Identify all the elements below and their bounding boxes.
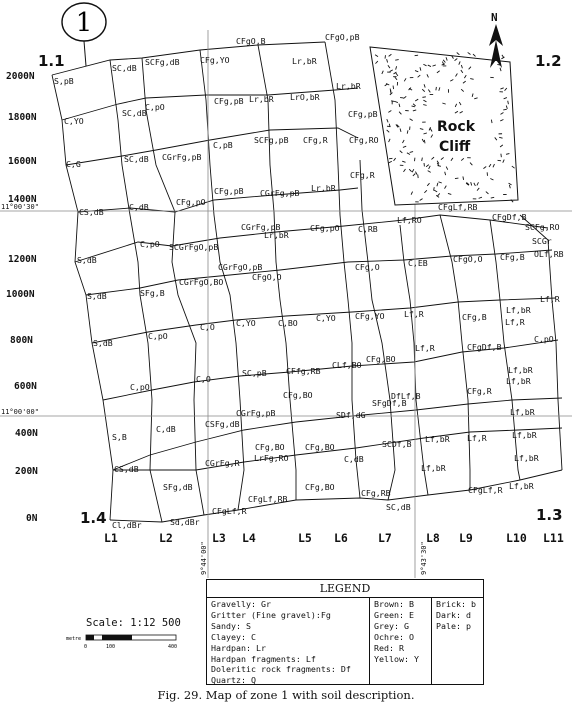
grid-line <box>113 428 562 470</box>
line-label: L10 <box>506 531 527 545</box>
soil-cell-label: Sd,dBr <box>170 517 200 527</box>
soil-cell-label: S,dB <box>77 255 97 265</box>
scale-label: Scale: 1:12 500 <box>86 617 181 629</box>
soil-cell-label: C,pO <box>145 102 165 112</box>
northing-label: 1800N <box>8 112 37 123</box>
soil-cell-label: CFg,RB <box>361 488 391 498</box>
longitude-label-2: 9°43'30" <box>420 541 428 575</box>
soil-cell-label: Lf,bR <box>509 481 534 491</box>
soil-cell-label: C,O <box>196 374 211 384</box>
legend-shades <box>436 599 476 632</box>
corner-label-1-1: 1.1 <box>38 52 65 70</box>
soil-cell-label: CFg,R <box>350 170 375 180</box>
soil-cell-label: Lf,R <box>415 343 435 353</box>
soil-cell-label: SFg,dB <box>163 482 193 492</box>
soil-cell-label: Lf,R <box>540 294 560 304</box>
legend-textures <box>211 599 351 686</box>
soil-cell-label: CFg,B <box>500 252 525 262</box>
soil-cell-label: SCDf,B <box>382 439 412 449</box>
soil-cell-label: Lf,R <box>467 433 487 443</box>
legend-texture-item: Quartz: Q <box>211 675 256 686</box>
northing-label: 600N <box>14 381 37 392</box>
soil-cell-label: CFg,R <box>303 135 328 145</box>
soil-cell-label: Lr,bR <box>311 183 336 193</box>
soil-cell-label: C,pO <box>140 239 160 249</box>
soil-cell-label: CFg,R <box>467 386 492 396</box>
line-label: L2 <box>159 531 173 545</box>
soil-cell-label: Cl,dBr <box>112 520 142 530</box>
line-label: L3 <box>212 531 226 545</box>
soil-cell-label: CS,dB <box>79 207 104 217</box>
legend-texture-item: Gravelly: Gr <box>211 599 271 609</box>
soil-cell-label: CFgLf,R <box>468 485 503 495</box>
soil-cell-label: SC,dB <box>386 502 411 512</box>
soil-cell-label: C,pO <box>534 334 554 344</box>
soil-cell-label: Lf,bR <box>512 430 537 440</box>
soil-cell-label: CGrFgO,pB <box>218 262 263 272</box>
rock-cliff-label-1: Rock <box>437 119 476 135</box>
soil-cell-label: C,pO <box>130 382 150 392</box>
northing-label: 400N <box>15 428 38 439</box>
scale-bar-graphic <box>66 631 176 653</box>
zone-number-badge <box>62 3 106 66</box>
rock-cliff-area <box>370 47 518 205</box>
line-label: L9 <box>459 531 473 545</box>
soil-cell-label: Lf,bR <box>508 365 533 375</box>
northing-axis <box>6 71 38 524</box>
soil-cell-label: CGrFgO,BO <box>179 277 224 287</box>
svg-text:0: 0 <box>84 644 88 650</box>
soil-cell-label: SC,dB <box>124 154 149 164</box>
soil-cell-label: SC,dB <box>112 63 137 73</box>
soil-cell-label: CFg,BO <box>366 354 396 364</box>
soil-cell-label: CS,dB <box>114 464 139 474</box>
northing-label: 1000N <box>6 289 35 300</box>
soil-cell-label: CGrFg,pB <box>260 188 300 198</box>
soil-cell-label: C,pB <box>213 140 233 150</box>
soil-cell-label: S,dB <box>87 291 107 301</box>
northing-label: 2000N <box>6 71 35 82</box>
soil-cell-label: LrFg,RO <box>254 453 289 463</box>
soil-cell-label: CFgLf,R <box>212 506 247 516</box>
legend-shade-item: Brick: b <box>436 599 476 609</box>
legend-color-item: Green: E <box>374 609 414 620</box>
soil-cell-label: SC,pB <box>242 368 267 378</box>
soil-cell-label: SCGrFgO,pB <box>169 242 219 252</box>
soil-cell-label: CFg,pB <box>214 186 244 196</box>
soil-cell-label: Lf,R <box>404 309 424 319</box>
soil-cell-label: OLf,RB <box>534 249 564 259</box>
soil-cell-label: CFgLf,RB <box>438 202 478 212</box>
soil-cell-label: Lr,bR <box>336 81 361 91</box>
legend-texture-item: Hardpan fragments: Lf <box>211 653 316 664</box>
corner-label-1-2: 1.2 <box>535 52 562 70</box>
latitude-label-2: 11°00'00" <box>1 408 39 416</box>
legend-texture-item: Hardpan: Lr <box>211 642 266 653</box>
soil-cell-label: CGrFg,pB <box>241 222 281 232</box>
soil-cell-label: Lr,bR <box>264 230 289 240</box>
soil-cell-label: SCFg,pB <box>254 135 289 145</box>
scale-bar <box>66 617 181 656</box>
legend-color-item: Ochre: O <box>374 631 414 642</box>
soil-cell-label: CFgDf,B <box>492 212 527 222</box>
northing-label: 200N <box>15 466 38 477</box>
svg-text:400: 400 <box>168 644 178 650</box>
soil-cell-label: SFg,B <box>140 288 165 298</box>
soil-cell-label: CFg,BO <box>305 482 335 492</box>
soil-cell-label: C,O <box>200 322 215 332</box>
soil-cell-label: C,pO <box>148 331 168 341</box>
soil-cell-label: SCGr <box>532 236 552 246</box>
line-label: L7 <box>378 531 392 545</box>
soil-cell-label: Lf,bR <box>506 305 531 315</box>
soil-cell-label: C,YO <box>64 116 84 126</box>
grid-line <box>52 42 325 75</box>
corner-label-1-4: 1.4 <box>80 509 107 527</box>
soil-cell-label: CFg,BO <box>255 442 285 452</box>
soil-cell-label: CGrFg,pB <box>236 408 276 418</box>
soil-cell-label: CFg,O <box>355 262 380 272</box>
soil-cell-label: CGrFg,pB <box>162 152 202 162</box>
svg-text:metre: metre <box>66 636 82 642</box>
soil-cell-label: CFg,YO <box>355 311 385 321</box>
legend-color-item: Yellow: Y <box>374 653 419 664</box>
legend-texture-item: Doleritic rock fragments: Df <box>211 664 351 675</box>
soil-cell-label: Lf,R <box>505 317 525 327</box>
soil-cell-label: Lf,RO <box>397 215 422 225</box>
soil-cell-label: Lf,bR <box>510 407 535 417</box>
rock-cliff-label-2: Cliff <box>439 139 471 155</box>
soil-cell-label: SCFg,RO <box>525 222 560 232</box>
soil-cell-label: C,BO <box>278 318 298 328</box>
line-label: L4 <box>242 531 256 545</box>
legend-color-item: Brown: B <box>374 599 414 609</box>
northing-label: 1400N <box>8 194 37 205</box>
soil-cell-label: SFgDf,B <box>372 398 407 408</box>
soil-cell-label: CFgLf,RB <box>248 494 288 504</box>
line-label: L5 <box>298 531 312 545</box>
soil-cell-label: CFgO,O <box>252 272 282 282</box>
legend-box <box>206 579 484 685</box>
figure-caption: Fig. 29. Map of zone 1 with soil description. <box>157 688 415 702</box>
soil-cell-label: CFgO,B <box>236 36 266 46</box>
soil-cell-label: CFgO,pB <box>325 32 360 42</box>
soil-cell-label: S,B <box>112 432 127 442</box>
grid-line <box>113 398 562 470</box>
northing-label: 0N <box>26 513 38 524</box>
legend-shade-item: Dark: d <box>436 609 471 620</box>
soil-cell-label: C,G <box>66 159 81 169</box>
soil-cell-label: C,EB <box>408 258 428 268</box>
soil-cell-label: CFg,YO <box>200 55 230 65</box>
legend-texture-item: Sandy: S <box>211 620 251 631</box>
soil-cell-label: S,pB <box>54 76 74 86</box>
soil-cell-label: CFg,pO <box>176 197 206 207</box>
soil-cell-label: SC,dB <box>122 108 147 118</box>
soil-cell-label: SDf,dG <box>336 410 366 420</box>
line-label: L1 <box>104 531 118 545</box>
soil-cell-label: CFg,RO <box>349 135 379 145</box>
soil-cell-label: DfLf,B <box>391 391 421 401</box>
soil-cell-label: CLf,BO <box>332 360 362 370</box>
soil-cell-label: SCFg,dB <box>145 57 180 67</box>
soil-cell-label: C,dB <box>129 202 149 212</box>
soil-cell-label: C,dB <box>156 424 176 434</box>
north-arrow-icon <box>489 11 503 68</box>
soil-cell-label: Lr,bR <box>249 94 274 104</box>
soil-cell-label: C,RB <box>358 224 378 234</box>
corner-label-1-3: 1.3 <box>536 506 563 524</box>
soil-cell-label: CFg,pO <box>310 223 340 233</box>
soil-cell-label: C,dB <box>344 454 364 464</box>
northing-label: 800N <box>10 335 33 346</box>
latitude-label-1: 11°00'30" <box>1 203 39 211</box>
legend-texture-item: Gritter (Fine gravel):Fg <box>211 609 331 620</box>
soil-cell-label: CFg,pB <box>348 109 378 119</box>
legend-colors <box>374 599 419 664</box>
soil-cell-label: CFg,BO <box>305 442 335 452</box>
grid-line <box>110 470 562 522</box>
soil-cell-label: Lf,bR <box>425 434 450 444</box>
soil-cell-label: CFg,BO <box>283 390 313 400</box>
soil-cell-label: C,YO <box>236 318 256 328</box>
legend-shade-item: Pale: p <box>436 620 471 631</box>
soil-cell-label: CFgDf,B <box>467 342 502 352</box>
line-label: L8 <box>426 531 440 545</box>
soil-cell-label: CGrFg,R <box>205 458 240 468</box>
soil-cell-label: Lf,bR <box>421 463 446 473</box>
grid-line <box>66 128 358 165</box>
soil-cell-label: Lf,bR <box>514 453 539 463</box>
svg-text:1: 1 <box>75 8 93 38</box>
soil-cell-label: Lr,bR <box>292 56 317 66</box>
longitude-label-1: 9°44'00" <box>200 541 208 575</box>
soil-cell-label: CFg,B <box>462 312 487 322</box>
soil-cell-label: Lf,bR <box>506 376 531 386</box>
legend-title: LEGEND <box>207 581 483 598</box>
legend-color-item: Red: R <box>374 642 404 653</box>
soil-cell-label: S,dB <box>93 338 113 348</box>
line-label: L6 <box>334 531 348 545</box>
legend-texture-item: Clayey: C <box>211 631 256 642</box>
line-label: L11 <box>543 531 564 545</box>
soil-cell-label: C,YO <box>316 313 336 323</box>
soil-cell-label: CSFg,dB <box>205 419 240 429</box>
svg-text:100: 100 <box>106 644 116 650</box>
soil-cell-label: CFg,pB <box>214 96 244 106</box>
northing-label: 1600N <box>8 156 37 167</box>
legend-color-item: Grey: G <box>374 620 409 631</box>
soil-cell-label: CFgO,O <box>453 254 483 264</box>
soil-cell-label: CFfg,RB <box>286 366 321 376</box>
survey-line-axis <box>104 531 564 545</box>
soil-cell-label: LrO,bR <box>290 92 320 102</box>
svg-text:N: N <box>491 11 498 24</box>
northing-label: 1200N <box>8 254 37 265</box>
